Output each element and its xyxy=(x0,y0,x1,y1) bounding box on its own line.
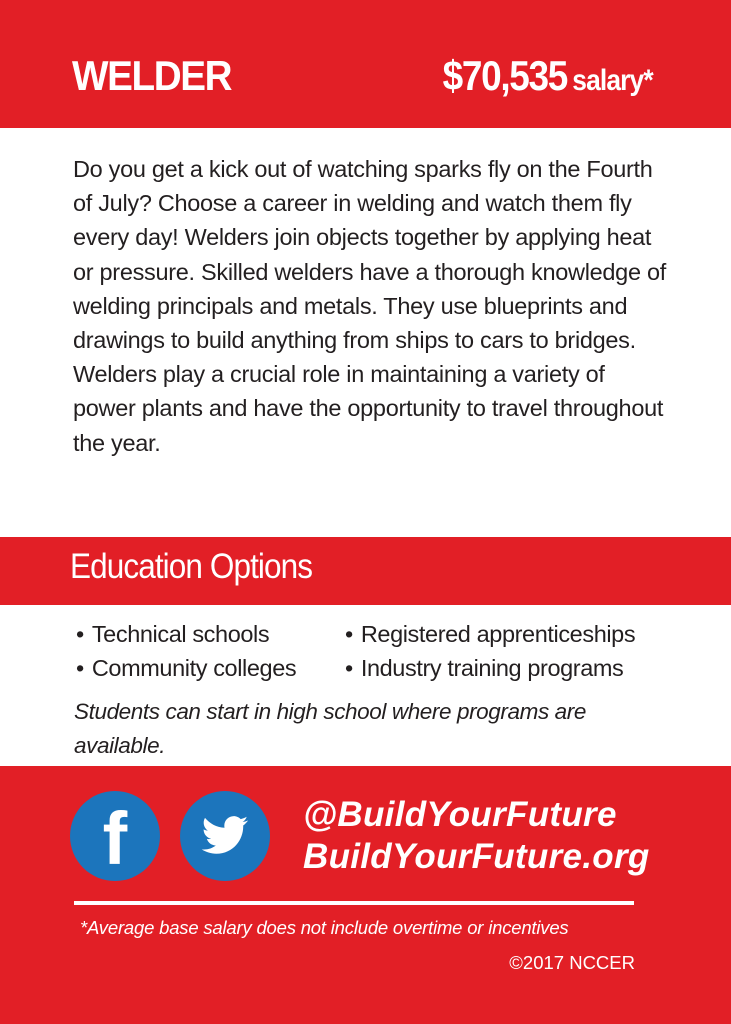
education-note: Students can start in high school where programs are available. xyxy=(74,699,586,758)
list-item: • Community colleges xyxy=(76,655,297,681)
salary-disclaimer: *Average base salary does not include overtime or incentives xyxy=(80,917,569,938)
option-label: Community colleges xyxy=(91,655,297,681)
job-title: WELDER xyxy=(72,52,232,99)
social-handle[interactable]: @BuildYourFuture xyxy=(303,795,617,834)
salary-label: salary* xyxy=(572,64,653,97)
job-description: Do you get a kick out of watching sparks fly on the Fourth of July? Choose a career in welding and watch them fly every day! Welders join objects together by applying heat or pressure. Skilled welders have a thorough knowledge of welding principals and metals. They use blueprints and drawings to build anything from ships to cars to bridges. Welders play a crucial role in maintaining a variety of power plants and have the opportunity to travel throughout the year. xyxy=(73,156,666,456)
facebook-icon[interactable]: f xyxy=(70,791,160,881)
footer-divider xyxy=(74,901,634,905)
website-link[interactable]: BuildYourFuture.org xyxy=(303,837,650,876)
list-item: • Industry training programs xyxy=(345,655,624,681)
list-item: • Registered apprenticeships xyxy=(345,621,636,647)
salary xyxy=(443,52,653,100)
option-label: Technical schools xyxy=(91,621,270,647)
education-title: Education Options xyxy=(70,547,313,586)
salary-amount: $70,535 xyxy=(442,52,568,99)
option-label: Registered apprenticeships xyxy=(360,621,636,647)
copyright: ©2017 NCCER xyxy=(509,952,635,973)
twitter-icon[interactable] xyxy=(180,791,270,881)
twitter-bird-icon xyxy=(180,791,270,881)
list-item: • Technical schools xyxy=(76,621,270,647)
option-label: Industry training programs xyxy=(360,655,624,681)
